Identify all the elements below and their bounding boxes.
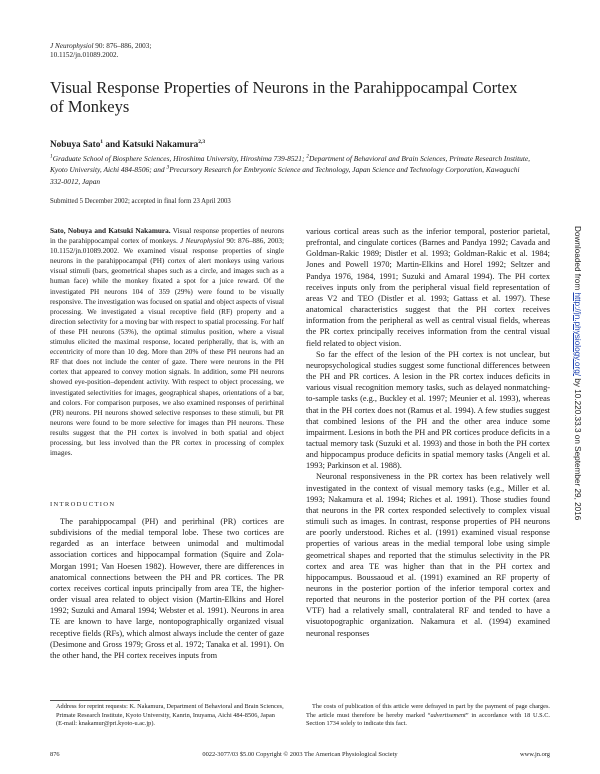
download-watermark [571, 226, 583, 646]
download-suffix: by 10.220.33.3 on September 29, 2016 [573, 376, 582, 521]
right-paragraph-1: various cortical areas such as the inferior temporal, posterior parietal, prefrontal, and cingulate cortices (Barnes and Pandya 1992; Cavada and Goldman-Rakic 1989; Distler et al. 1993; Goldman-Rakic et al. 1984; Jones and Powell 1970; Martin-Elkins and Horel 1992; Seltzer and Pandya 1976, 1984, 1991; Suzuki and Amaral 1994). The PH cortex receives inputs only from the peripheral visual field representation of areas V2 and TEO (Distler et al. 1993; Gattass et al. 1997). These anatomical characteristics suggest that the PH cortex receives information from the peripheral as well as central visual fields, whereas the PR cortex principally receives information from the central visual field related to object vision. [306, 227, 550, 348]
copyright-line: 0022-3077/03 $5.00 Copyright © 2003 The American Physiological Society [202, 751, 398, 758]
author-1: Nobuya Sato [50, 139, 101, 149]
affil-1-marker: 1 [50, 153, 53, 160]
affil-1: Graduate School of Biosphere Sciences, Hiroshima University, Hiroshima 739-8521; [52, 154, 307, 163]
cost-note-post: ” in accordance with 18 U.S.C. Section 1734 solely to indicate this fact. [306, 711, 550, 728]
abstract-journal: J Neurophysiol [180, 237, 225, 246]
download-link[interactable]: http://jn.physiology.org/ [573, 292, 582, 377]
publication-cost-footnote [306, 703, 550, 729]
author-conjunction: and [103, 139, 123, 149]
journal-volume-pages: 90: 876–886, 2003; [93, 42, 152, 50]
abstract-authors: Sato, Nobuya and Katsuki Nakamura. [50, 227, 171, 235]
right-column [306, 226, 550, 639]
affil-2: Department of Behavioral and Brain Sciences, Primate Research Institute, Kyoto University, Aichi 484-8506; and [50, 154, 531, 175]
introduction-text [50, 516, 284, 661]
reprint-footnote: Address for reprint requests: K. Nakamura, Department of Behavioral and Brain Sciences, Primate Research Institute, Kyoto University, Kanrin, Inuyama, Aichi 484-8506, Japan (E-mail: knakamur@pri.kyoto-u.ac.jp). [56, 703, 284, 728]
right-paragraph-2: So far the effect of the lesion of the PH cortex is not unclear, but neuropsychological studies suggest some functional differences between the PH and PR cortices. A lesion in the PR cortex induces deficits in various visual recognition memory tasks, such as delayed nonmatching-to-sample tasks (e.g., Buckley et al. 1997; Meunier et al. 1993), whereas that in the PH cortex does not (Ramus et al. 1994). A few studies suggest that combined lesions of the PH and the other area induce some impairment. Lesions in both the PH and PR cortices produce deficits in a tactual memory task (Suzuki et al. 1993) and those in both the PH cortex and hippocampus produce deficits in spatial memory tasks (Angeli et al. 1993; Parkinson et al. 1988). [306, 349, 550, 471]
journal-citation [50, 42, 350, 60]
affil-3-marker: 3 [166, 164, 170, 171]
cost-note-italic: advertisement [430, 711, 466, 719]
intro-paragraph: The parahippocampal (PH) and perirhinal (PR) cortices are subdivisions of the medial temporal lobe. These two cortices are regarded as an interface between unimodal and multimodal association cortices and hippocampal formation (Squire and Zola-Morgan 1991; Van Hoesen 1982). However, there are differences in anatomical connections between the PH and PR cortices. The PR cortex receives cortical inputs principally from area TE, the higher-order visual area related to object vision (Martin-Elkins and Horel 1992; Suzuki and Amaral 1994; Webster et al. 1991). Neurons in area TE are known to have large, nontopographically organized visual receptive fields (RFs), which almost always include the center of gaze (Desimone and Gross 1979; Gross et al. 1972; Tanaka et al. 1991). On the other hand, the PH cortex receives inputs from [50, 517, 284, 660]
affil-3: Precursory Research for Embryonic Science and Technology, Japan Science and Technology Corporation, Kawaguchi 332-0012, Japan [50, 165, 520, 186]
paper-title: Visual Response Properties of Neurons in the Parahippocampal Cortex of Monkeys [50, 78, 518, 116]
journal-name: J Neurophysiol [50, 42, 94, 50]
affiliations [50, 153, 530, 187]
author-2: Katsuki Nakamura [122, 139, 199, 149]
abstract [50, 226, 284, 458]
journal-website: www.jn.org [520, 751, 550, 758]
journal-ref-line [50, 42, 350, 51]
right-paragraph-3: Neuronal responsiveness in the PR cortex has been relatively well investigated in the context of visual memory tasks (e.g., Miller et al. 1993; Nakamura et al. 1994; Riches et al. 1991). Those studies found that neurons in the PR cortex responded selectively to complex visual stimuli such as images. In contrast, response properties of PH neurons are poorly understood. Riches et al. (1991) examined visual response properties of various areas in the medial temporal lobe using simple geometrical shapes and reported that the stimulus selectivity in the PR cortex and area TE was higher than that in the PH cortex and hippocampus. Boussaoud et al. (1991) examined an RF property of neurons in the posterior portion of the inferior temporal cortex and reported that neurons in the posterior portion of the PH cortex (area VTF) had a relatively small, contralateral RF and tended to have a visuotopographic organization. Nakamura et al. (1994) examined neuronal responses [306, 472, 550, 638]
abstract-body: 90: 876–886, 2003; 10.1152/jn.01089.2002. We examined visual response properties of single neurons in the parahippocampal (PH) cortex of alert monkeys using various visual stimuli (bars, geometrical shapes such as a circle, and images such as a human face) while the monkey fixated a spot for a juice reward. Of the investigated PH neurons 104 of 359 (29%) were found to be visually responsive. The investigation was focused on spatial and object aspects of visual processing. We investigated a visual receptive field (RF) property and a direction selectivity for a moving bar with respect to spatial processing. For half of these PH neurons (53%), the optimal stimulus position, where a visual stimulus elicited the maximal response, located peripherally, that is, with an eccentricity of more than 10 deg. More than 20% of these PH neurons had an RF that does not include the center of gaze. There were neurons in the PH cortex that appeared to convey motion signals. In addition, some PH neurons showed eye-position–dependent activity. With respect to object processing, we investigated selectivities for images, geographical shapes, orientations of a bar, and colors. For comparison purposes, we also examined responses of perirhinal (PR) neurons. PH neurons showed selective responses to these stimuli, but PR neurons were found to be more selective for images than PH neurons. These results suggest that the PH cortex is involved in both spatial and object processing, but less involved than the PR cortex in processing of complex images. [50, 237, 284, 458]
download-prefix: Downloaded from [573, 226, 582, 293]
footnote-divider [50, 700, 140, 701]
page-number: 876 [50, 751, 60, 758]
section-heading-introduction: INTRODUCTION [50, 501, 116, 508]
abstract-title: Visual response properties of neurons in the parahippocampal cortex of monkeys. [50, 227, 285, 246]
doi-line: 10.1152/jn.01089.2002. [50, 51, 119, 59]
submission-dates: Submitted 5 December 2002; accepted in final form 23 April 2003 [50, 198, 231, 205]
affil-2-marker: 2 [306, 153, 310, 160]
cost-note-pre: The costs of publication of this article were defrayed in part by the payment of page charges. The article must therefore be hereby marked “ [306, 703, 550, 719]
author-1-affil: 1 [100, 138, 104, 145]
author-2-affil: 2,3 [198, 138, 206, 145]
author-list [50, 139, 205, 149]
download-watermark-text [573, 226, 582, 520]
